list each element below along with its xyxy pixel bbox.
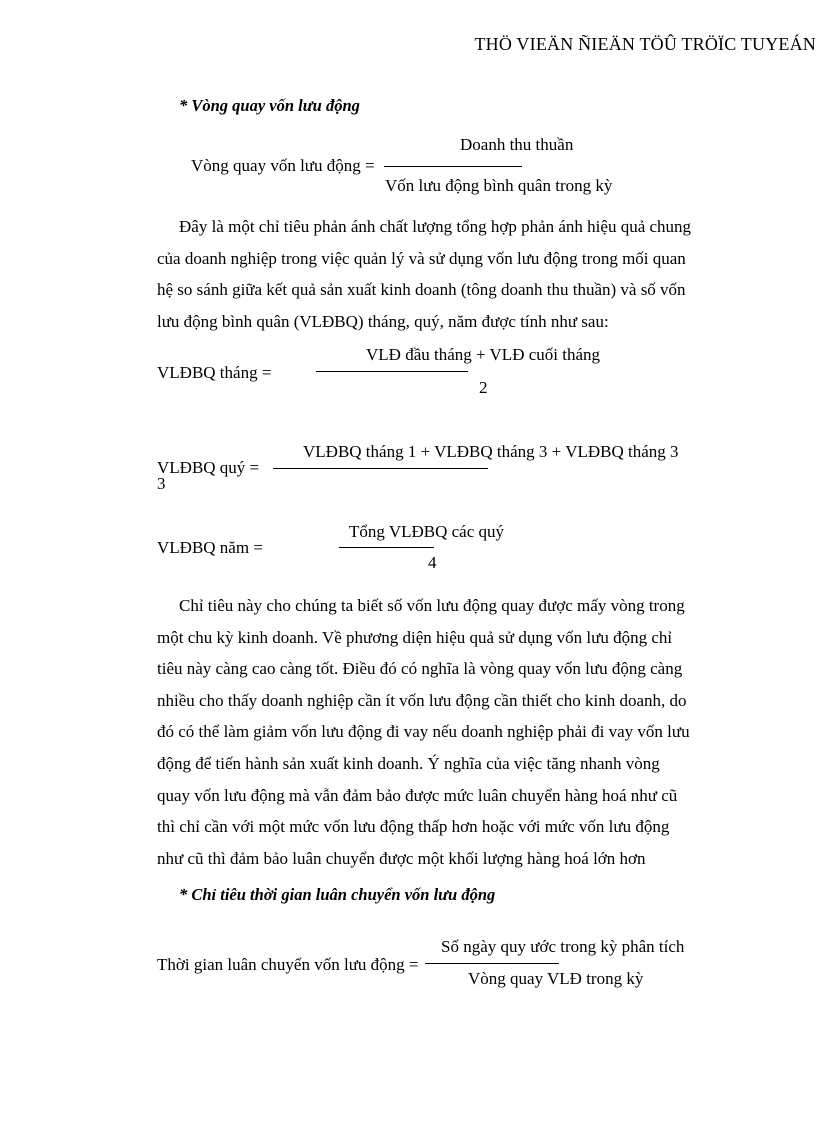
formula-numerator: Số ngày quy ước trong kỳ phân tích xyxy=(441,937,685,956)
paragraph-line: tiêu này càng cao càng tốt. Điều đó có nghĩa là vòng quay vốn lưu động càng xyxy=(157,659,683,679)
fraction-bar xyxy=(273,468,488,469)
formula-lhs: VLĐBQ năm = xyxy=(157,538,263,557)
fraction-bar xyxy=(316,371,468,372)
formula-lhs: Thời gian luân chuyển vốn lưu động = xyxy=(157,955,419,974)
paragraph-definition xyxy=(157,211,707,337)
section-heading-thoi-gian: * Chỉ tiêu thời gian luân chuyển vốn lưu động xyxy=(179,885,496,904)
paragraph-line: hệ so sánh giữa kết quả sản xuất kinh doanh (tông doanh thu thuần) và số vốn xyxy=(157,280,686,300)
formula-denominator: Vốn lưu động bình quân trong kỳ xyxy=(385,176,613,195)
paragraph-line: động để tiến hành sản xuất kinh doanh. Ý nghĩa của việc tăng nhanh vòng xyxy=(157,753,660,773)
formula-numerator: VLĐBQ tháng 1 + VLĐBQ tháng 3 + VLĐBQ tháng 3 xyxy=(303,442,679,461)
formula-denominator: 2 xyxy=(479,378,488,397)
formula-numerator: Doanh thu thuần xyxy=(460,135,574,154)
formula-denominator: 4 xyxy=(428,553,437,572)
section-heading-vong-quay: * Vòng quay vốn lưu động xyxy=(179,96,360,115)
formula-denominator: 3 xyxy=(157,474,166,493)
paragraph-line: nhiều cho thấy doanh nghiệp cần ít vốn lưu động cần thiết cho kinh doanh, do xyxy=(157,690,687,710)
paragraph-line: của doanh nghiệp trong việc quản lý và sử dụng vốn lưu động trong mối quan xyxy=(157,248,686,268)
paragraph-line: một chu kỳ kinh doanh. Về phương diện hiệu quả sử dụng vốn lưu động chỉ xyxy=(157,627,673,647)
formula-lhs: VLĐBQ quý = xyxy=(157,458,260,477)
paragraph-line: thì chỉ cần với một mức vốn lưu động thấp hơn hoặc với mức vốn lưu động xyxy=(157,817,670,837)
paragraph-line: quay vốn lưu động mà vẫn đảm bảo được mức luân chuyển hàng hoá như cũ xyxy=(157,785,678,805)
paragraph-line: đó có thể làm giảm vốn lưu động đi vay nếu doanh nghiệp phải đi vay vốn lưu xyxy=(157,722,690,742)
paragraph-line: lưu động bình quân (VLĐBQ) tháng, quý, năm được tính như sau: xyxy=(157,311,609,331)
paragraph-line: Đây là một chỉ tiêu phản ánh chất lượng tổng hợp phản ánh hiệu quả chung xyxy=(179,217,692,236)
paragraph-line: như cũ thì đảm bảo luân chuyển được một khối lượng hàng hoá lớn hơn xyxy=(157,848,646,868)
page-header: THÖ VIEÄN ÑIEÄN TÖÛ TRÖÏC TUYEÁN xyxy=(474,34,816,54)
formula-numerator: VLĐ đầu tháng + VLĐ cuối tháng xyxy=(366,345,601,364)
formula-numerator: Tổng VLĐBQ các quý xyxy=(349,522,505,541)
formula-lhs: Vòng quay vốn lưu động = xyxy=(191,156,375,175)
formula-denominator: Vòng quay VLĐ trong kỳ xyxy=(468,969,644,988)
paragraph-line: Chỉ tiêu này cho chúng ta biết số vốn lưu động quay được mấy vòng trong xyxy=(179,596,685,615)
fraction-bar xyxy=(425,963,559,964)
fraction-bar xyxy=(384,166,522,167)
fraction-bar xyxy=(339,547,434,548)
formula-lhs: VLĐBQ tháng = xyxy=(157,363,272,382)
paragraph-meaning xyxy=(157,590,707,874)
